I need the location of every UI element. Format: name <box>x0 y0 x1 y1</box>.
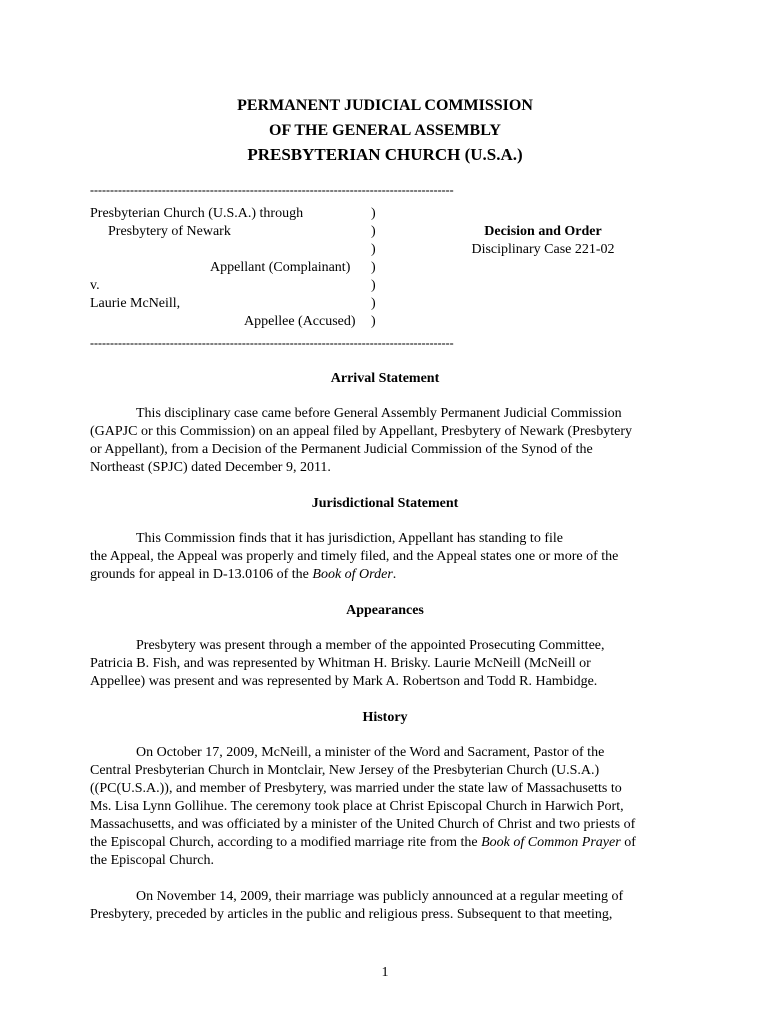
decision-title: Decision and Order <box>484 224 602 239</box>
text-line: the Episcopal Church, according to a modified marriage rite from the Book of Common Prayer of <box>90 835 636 850</box>
jurisdiction-heading: Jurisdictional Statement <box>311 496 459 511</box>
text-line: Central Presbyterian Church in Montclair, New Jersey of the Presbyterian Church (U.S.A.) <box>90 763 600 778</box>
caption-party-line-2: Presbytery of Newark <box>108 224 231 239</box>
appearances-paragraph <box>90 637 690 691</box>
history-paragraph-1 <box>90 744 690 870</box>
arrival-paragraph <box>90 405 690 477</box>
text-line: grounds for appeal in D-13.0106 of the Book of Order. <box>90 567 397 582</box>
caption-rule-bottom: ------------------------------------------------------------------------------------------- <box>90 336 454 350</box>
case-number: Disciplinary Case 221-02 <box>471 242 615 257</box>
header-line-2: OF THE GENERAL ASSEMBLY <box>269 122 501 139</box>
caption-rule-top: ------------------------------------------------------------------------------------------- <box>90 183 454 197</box>
text-line: On October 17, 2009, McNeill, a minister of the Word and Sacrament, Pastor of the <box>136 745 605 760</box>
history-heading: History <box>362 710 408 725</box>
text-line: Presbytery, preceded by articles in the public and religious press. Subsequent to that meeting, <box>90 907 613 922</box>
text-line: Ms. Lisa Lynn Gollihue. The ceremony took place at Christ Episcopal Church in Harwich Port, <box>90 799 624 814</box>
text-line: This Commission finds that it has jurisdiction, Appellant has standing to file <box>136 531 563 546</box>
jurisdiction-paragraph <box>90 530 690 584</box>
caption-paren: ) <box>371 278 376 293</box>
caption-appellee-role: Appellee (Accused) <box>244 314 356 329</box>
caption-paren: ) <box>371 224 376 239</box>
arrival-heading: Arrival Statement <box>330 371 440 386</box>
appearances-heading: Appearances <box>346 603 424 618</box>
header-line-1: PERMANENT JUDICIAL COMMISSION <box>237 97 533 114</box>
text-line: Massachusetts, and was officiated by a minister of the United Church of Christ and two priests of <box>90 817 636 832</box>
caption-paren: ) <box>371 242 376 257</box>
caption-paren: ) <box>371 206 376 221</box>
caption-appellant-role: Appellant (Complainant) <box>210 260 351 275</box>
text-line: the Episcopal Church. <box>90 853 215 868</box>
history-paragraph-2 <box>90 888 690 924</box>
header-line-3: PRESBYTERIAN CHURCH (U.S.A.) <box>247 145 523 164</box>
caption-party-line-1: Presbyterian Church (U.S.A.) through <box>90 206 304 221</box>
caption-paren: ) <box>371 260 376 275</box>
text-line: (GAPJC or this Commission) on an appeal filed by Appellant, Presbytery of Newark (Presbytery <box>90 424 633 439</box>
text-line: This disciplinary case came before General Assembly Permanent Judicial Commission <box>136 406 622 421</box>
text-line: Patricia B. Fish, and was represented by Whitman H. Brisky. Laurie McNeill (McNeill or <box>90 656 591 671</box>
caption-paren: ) <box>371 314 376 329</box>
text-line: Presbytery was present through a member of the appointed Prosecuting Committee, <box>136 638 605 653</box>
text-line: Northeast (SPJC) dated December 9, 2011. <box>90 460 331 475</box>
text-line: the Appeal, the Appeal was properly and timely filed, and the Appeal states one or more of the <box>90 549 619 564</box>
caption-versus: v. <box>90 278 100 293</box>
page-number: 1 <box>381 965 389 980</box>
text-line: On November 14, 2009, their marriage was publicly announced at a regular meeting of <box>136 889 624 904</box>
caption-appellee-name: Laurie McNeill, <box>90 296 181 311</box>
text-line: or Appellant), from a Decision of the Permanent Judicial Commission of the Synod of the <box>90 442 593 457</box>
caption-paren: ) <box>371 296 376 311</box>
text-line: ((PC(U.S.A.)), and member of Presbytery, was married under the state law of Massachusetts to <box>90 781 622 796</box>
text-line: Appellee) was present and was represented by Mark A. Robertson and Todd R. Hambidge. <box>90 674 598 689</box>
